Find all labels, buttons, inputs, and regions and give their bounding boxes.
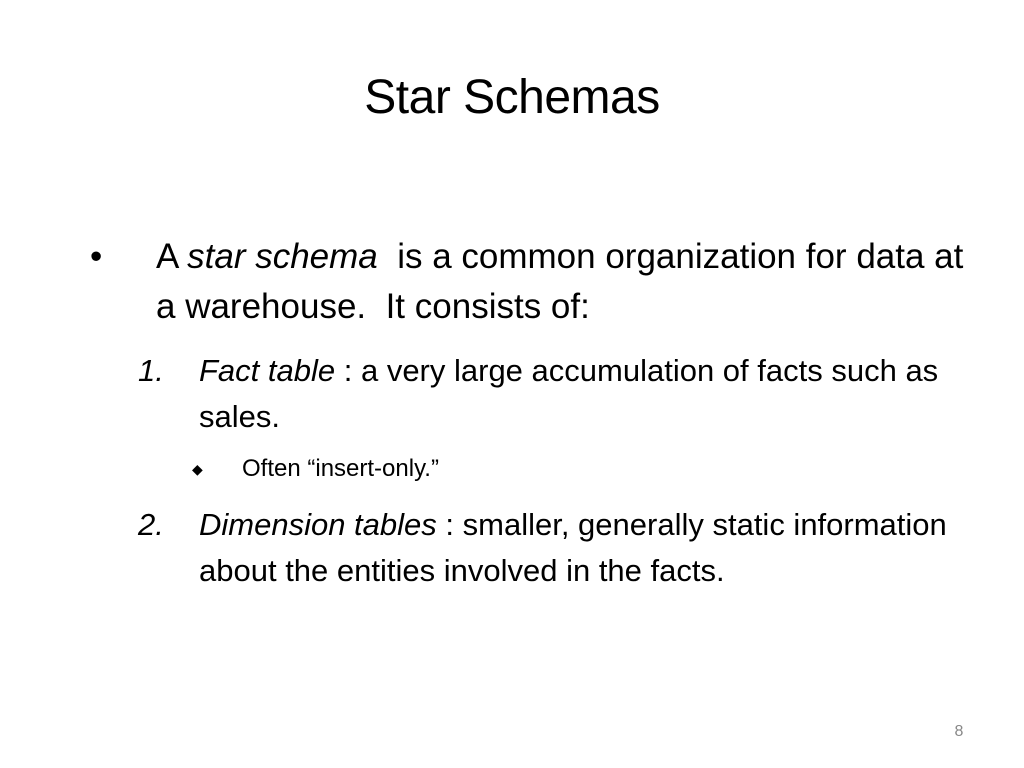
list-item-text [199,348,949,440]
list-number: 1. [138,353,164,388]
list-item-text [199,502,949,594]
list-item-rest: : smaller, generally static information about the entities involved in the facts. [199,507,947,588]
slide-title: Star Schemas [364,71,660,124]
sub-bullet-text: Often “insert-only.” [242,455,439,482]
list-item-rest: : a very large accumulation of facts such as sales. [199,353,939,434]
bullet-rest: is a common organization for data at a warehouse. It consists of: [156,237,974,326]
term-star-schema: star schema [187,237,378,276]
term-fact-table: Fact table [199,353,336,388]
term-dimension-tables: Dimension tables [199,507,437,542]
bullet-text [156,232,986,332]
bullet-marker: • [90,237,103,276]
bullet-prefix: A [156,237,188,276]
page-number: 8 [954,723,964,740]
diamond-bullet-icon: ◆ [192,461,203,477]
list-number: 2. [138,507,164,542]
